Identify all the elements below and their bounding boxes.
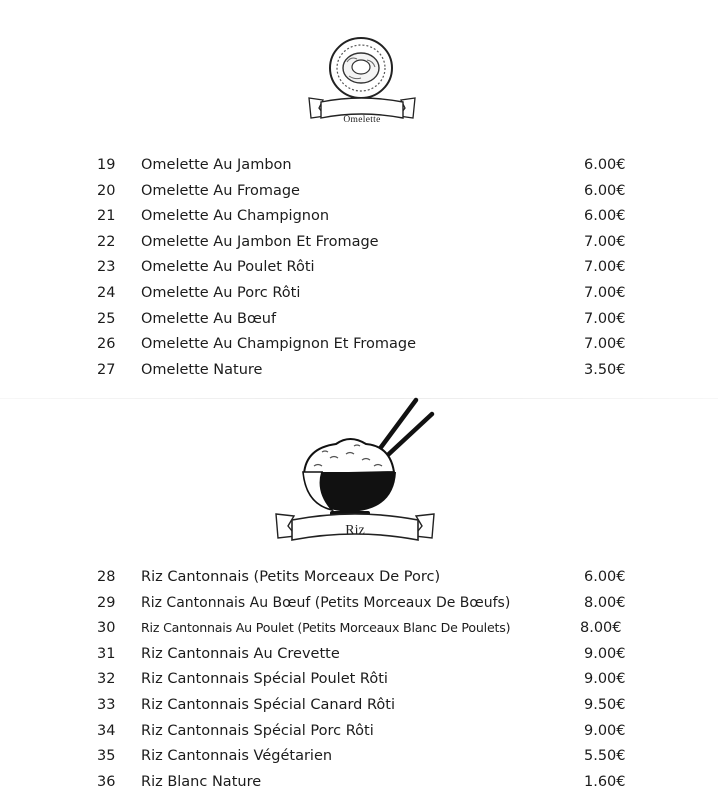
item-number: 23 bbox=[97, 259, 116, 276]
item-price: 7.00€ bbox=[584, 310, 626, 327]
item-number: 30 bbox=[97, 620, 116, 637]
riz-emblem bbox=[270, 396, 440, 546]
item-number: 36 bbox=[97, 773, 116, 790]
menu-item bbox=[0, 567, 718, 593]
item-number: 34 bbox=[97, 722, 116, 739]
item-name: Riz Cantonnais Spécial Porc Rôti bbox=[141, 722, 374, 739]
item-price: 7.00€ bbox=[584, 336, 626, 353]
item-name: Riz Cantonnais (Petits Morceaux De Porc) bbox=[141, 569, 441, 585]
menu-item bbox=[0, 257, 718, 283]
menu-item bbox=[0, 593, 718, 619]
item-number: 25 bbox=[97, 310, 116, 327]
item-name: Riz Cantonnais Végétarien bbox=[141, 748, 333, 765]
item-name: Omelette Au Bœuf bbox=[141, 310, 277, 327]
item-number: 29 bbox=[97, 594, 116, 611]
menu-item bbox=[0, 772, 718, 798]
item-number: 22 bbox=[97, 233, 116, 250]
item-name: Omelette Au Champignon bbox=[141, 208, 330, 225]
menu-item bbox=[0, 669, 718, 695]
omelette-emblem bbox=[303, 36, 421, 132]
item-number: 32 bbox=[97, 671, 116, 688]
item-number: 31 bbox=[97, 645, 116, 662]
omelette-list bbox=[0, 155, 718, 385]
item-number: 28 bbox=[97, 569, 116, 585]
item-number: 21 bbox=[97, 208, 116, 225]
item-price: 9.50€ bbox=[584, 696, 626, 713]
item-name: Riz Cantonnais Au Poulet (Petits Morceaux Blanc De Poulets) bbox=[141, 620, 511, 636]
item-price: 9.00€ bbox=[584, 722, 626, 739]
item-name: Riz Cantonnais Spécial Canard Rôti bbox=[141, 696, 396, 713]
menu-item bbox=[0, 181, 718, 207]
item-name: Omelette Au Jambon bbox=[141, 157, 292, 173]
item-number: 33 bbox=[97, 696, 116, 713]
item-number: 19 bbox=[97, 157, 116, 173]
item-price: 9.00€ bbox=[584, 645, 626, 662]
item-name: Omelette Nature bbox=[141, 361, 263, 378]
riz-list bbox=[0, 567, 718, 797]
menu-item bbox=[0, 746, 718, 772]
menu-item bbox=[0, 155, 718, 181]
item-number: 27 bbox=[97, 361, 116, 378]
menu-item bbox=[0, 721, 718, 747]
menu-item bbox=[0, 695, 718, 721]
item-price: 6.00€ bbox=[584, 182, 626, 199]
menu-item bbox=[0, 360, 718, 386]
item-name: Riz Blanc Nature bbox=[141, 773, 262, 790]
item-name: Omelette Au Poulet Rôti bbox=[141, 259, 315, 276]
menu-item bbox=[0, 283, 718, 309]
item-number: 26 bbox=[97, 336, 116, 353]
item-price: 7.00€ bbox=[584, 284, 626, 301]
item-price: 6.00€ bbox=[584, 208, 626, 225]
item-name: Omelette Au Porc Rôti bbox=[141, 284, 301, 301]
menu-item bbox=[0, 232, 718, 258]
menu-item bbox=[0, 618, 718, 644]
item-price: 7.00€ bbox=[584, 259, 626, 276]
item-price: 7.00€ bbox=[584, 233, 626, 250]
item-name: Omelette Au Jambon Et Fromage bbox=[141, 233, 379, 250]
item-name: Riz Cantonnais Au Bœuf (Petits Morceaux De Bœufs) bbox=[141, 594, 511, 611]
item-name: Riz Cantonnais Spécial Poulet Rôti bbox=[141, 671, 388, 688]
item-number: 20 bbox=[97, 182, 116, 199]
item-price: 8.00€ bbox=[584, 594, 626, 611]
menu-item bbox=[0, 309, 718, 335]
item-price: 1.60€ bbox=[584, 773, 626, 790]
item-price: 3.50€ bbox=[584, 361, 626, 378]
menu-item bbox=[0, 334, 718, 360]
riz-banner-label: Riz bbox=[345, 523, 365, 538]
item-number: 35 bbox=[97, 748, 116, 765]
omelette-banner-label: Omelette bbox=[343, 115, 381, 125]
item-price: 5.50€ bbox=[584, 748, 626, 765]
item-price: 9.00€ bbox=[584, 671, 626, 688]
menu-item bbox=[0, 206, 718, 232]
item-price: 8.00€ bbox=[580, 620, 622, 637]
item-name: Riz Cantonnais Au Crevette bbox=[141, 645, 340, 662]
item-price: 6.00€ bbox=[584, 157, 626, 173]
item-price: 6.00€ bbox=[584, 569, 626, 585]
menu-item bbox=[0, 644, 718, 670]
item-number: 24 bbox=[97, 284, 116, 301]
item-name: Omelette Au Fromage bbox=[141, 182, 300, 199]
item-name: Omelette Au Champignon Et Fromage bbox=[141, 336, 417, 353]
